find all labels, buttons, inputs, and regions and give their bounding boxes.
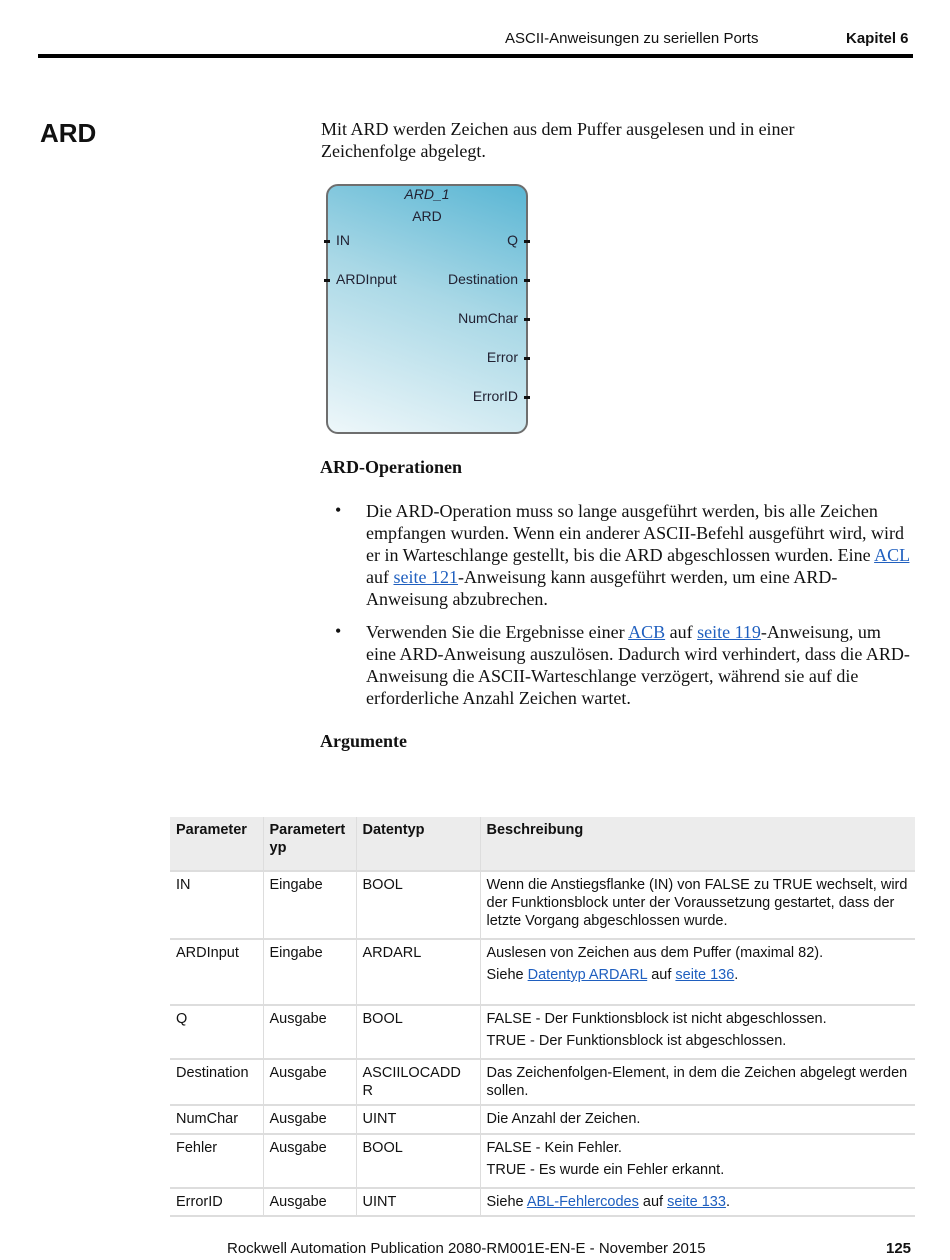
column-header: Parameter — [170, 817, 263, 871]
table-row: ErrorID Ausgabe UINT Siehe ABL-Fehlercodes auf seite 133. — [170, 1188, 915, 1216]
publication-footer: Rockwell Automation Publication 2080-RM001E-EN-E - November 2015 — [227, 1240, 706, 1257]
bullet-icon: • — [335, 621, 342, 641]
acl-link[interactable]: ACL — [874, 545, 910, 565]
bullet-item: Verwenden Sie die Ergebnisse einer ACB auf seite 119-Anweisung, um eine ARD-Anweisung auszulösen. Dadurch wird verhindert, dass die ARD-Anweisung die ASCII-Warteschlange verzögert, während sie auf die erforderliche Anzahl Zeichen wartet. — [366, 622, 910, 708]
column-header: Datentyp — [356, 817, 480, 871]
arguments-heading: Argumente — [320, 731, 407, 751]
table-row: ARDInput Eingabe ARDARL Auslesen von Zeichen aus dem Puffer (maximal 82). Siehe Datentyp ARDARL auf seite 136. — [170, 939, 915, 1005]
table-header-row — [170, 817, 915, 871]
section-title: ARD — [40, 118, 97, 148]
column-header: Parametert yp — [263, 817, 356, 871]
input-pin: IN — [336, 232, 350, 248]
datatype-link[interactable]: Datentyp ARDARL — [527, 967, 648, 983]
page-link[interactable]: seite 133 — [667, 1194, 726, 1210]
arguments-table — [170, 817, 915, 1217]
page-link[interactable]: seite 136 — [675, 967, 735, 983]
table-row: Fehler Ausgabe BOOL FALSE - Kein Fehler. TRUE - Es wurde ein Fehler erkannt. — [170, 1134, 915, 1188]
block-instance: ARD_1 — [404, 186, 450, 202]
column-header: Beschreibung — [480, 817, 915, 871]
bullet-icon: • — [335, 500, 342, 520]
table-row: IN Eingabe BOOL Wenn die Anstiegsflanke (IN) von FALSE zu TRUE wechselt, wird der Funktionsblock unter der Voraussetzung gestartet, dass der letzte Vorgang abgeschlossen wurde. — [170, 871, 915, 939]
header-rule — [38, 54, 913, 58]
bullet-item: Die ARD-Operation muss so lange ausgeführt werden, bis alle Zeichen empfangen wurden. Wenn ein anderer ASCII-Befehl ausgeführt wird, wird er in Warteschlange gestellt, bis die ARD abgeschlossen wurden. Eine ACL auf seite 121-Anweisung kann ausgeführt werden, um eine ARD-Anweisung abzubrechen. — [366, 501, 910, 609]
block-name: ARD — [412, 208, 442, 224]
acb-link[interactable]: ACB — [628, 622, 666, 642]
page-number: 125 — [886, 1240, 912, 1257]
table-row: Q Ausgabe BOOL FALSE - Der Funktionsblock ist nicht abgeschlossen. TRUE - Der Funktionsblock ist abgeschlossen. — [170, 1005, 915, 1059]
running-header: ASCII-Anweisungen zu seriellen Ports — [505, 30, 759, 47]
function-block-diagram — [326, 184, 528, 434]
output-pin: ErrorID — [472, 388, 518, 404]
input-pin: ARDInput — [336, 271, 397, 287]
operations-heading: ARD-Operationen — [320, 457, 462, 477]
output-pin: Destination — [447, 271, 518, 287]
chapter-label: Kapitel 6 — [846, 30, 909, 47]
table-row: NumChar Ausgabe UINT Die Anzahl der Zeichen. — [170, 1105, 915, 1134]
intro-text: Mit ARD werden Zeichen aus dem Puffer ausgelesen und in einer Zeichenfolge abgelegt. — [321, 119, 795, 161]
output-pin: Q — [507, 232, 518, 248]
table-row: Destination Ausgabe ASCIILOCADD R Das Zeichenfolgen-Element, in dem die Zeichen abgelegt werden sollen. — [170, 1059, 915, 1105]
page-link[interactable]: seite 119 — [697, 622, 761, 642]
output-pin: Error — [486, 349, 518, 365]
output-pin: NumChar — [458, 310, 518, 326]
error-codes-link[interactable]: ABL-Fehlercodes — [526, 1194, 639, 1210]
page-link[interactable]: seite 121 — [393, 567, 458, 587]
